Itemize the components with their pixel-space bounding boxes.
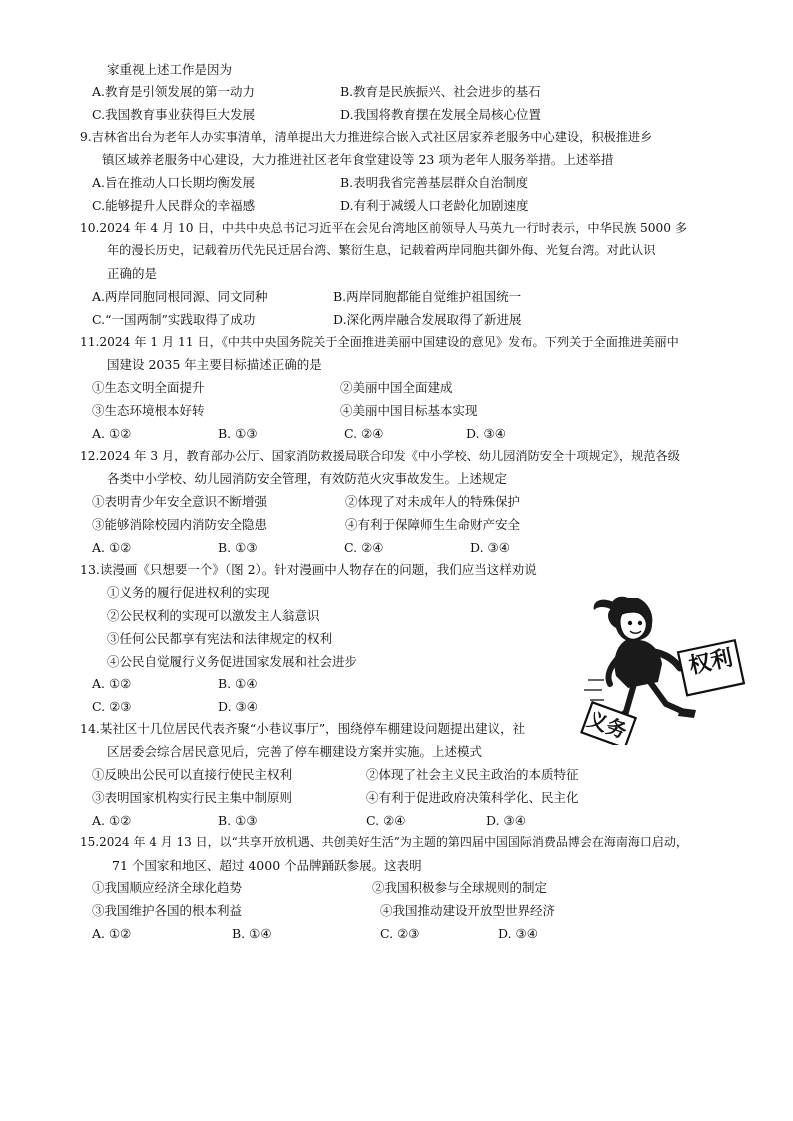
q15-option-c: C. ②③ [380, 926, 420, 941]
q11-statement-2: ②美丽中国全面建成 [340, 380, 453, 395]
q14-statement-2: ②体现了社会主义民主政治的本质特征 [366, 767, 579, 782]
q15-option-a: A. ①② [92, 926, 132, 941]
q12-option-d: D. ③④ [470, 540, 510, 555]
q9-stem-line2: 镇区域养老服务中心建设，大力推进社区老年食堂建设等 23 项为老年人服务举措。上述举措 [102, 152, 614, 167]
q15-statement-1: ①我国顺应经济全球化趋势 [92, 880, 243, 895]
q13-statement-1: ①义务的履行促进权利的实现 [107, 585, 270, 600]
q11-statement-3: ③生态环境根本好转 [92, 403, 205, 418]
q15-stem-line1: 15.2024 年 4 月 13 日，以“共享开放机遇、共创美好生活”为主题的第四届中国国际消费品博会在海南海口启动， [80, 835, 688, 849]
q12-option-a: A. ①② [92, 540, 132, 555]
q11-statement-4: ④美丽中国目标基本实现 [340, 403, 478, 418]
q13-statement-4: ④公民自觉履行义务促进国家发展和社会进步 [107, 654, 358, 669]
q9-option-c: C.能够提升人民群众的幸福感 [92, 198, 256, 213]
q8-option-a: A.教育是引领发展的第一动力 [92, 84, 256, 99]
q12-stem-line1: 12.2024 年 3 月，教育部办公厅、国家消防救援局联合印发《中小学校、幼儿园消防安全十项规定》，规范各级 [80, 449, 680, 463]
q11-option-c: C. ②④ [344, 426, 384, 441]
q12-statement-1: ①表明青少年安全意识不断增强 [92, 494, 268, 509]
cartoon-sign-rights: 权利 [686, 645, 736, 680]
q14-option-d: D. ③④ [486, 813, 526, 828]
q8-option-c: C.我国教育事业获得巨大发展 [92, 107, 256, 122]
q11-option-d: D. ③④ [466, 426, 506, 441]
q14-stem-line1: 14.某社区十几位居民代表齐聚“小巷议事厅”，围绕停车棚建设问题提出建议，社 [80, 721, 526, 736]
q10-stem-line1: 10.2024 年 4 月 10 日，中共中央总书记习近平在会见台湾地区前领导人马英九一行时表示，中华民族 5000 多 [80, 221, 688, 235]
q14-stem-line2: 区居委会综合居民意见后，完善了停车棚建设方案并实施。上述模式 [107, 744, 483, 759]
q13-option-c: C. ②③ [92, 699, 132, 714]
q15-option-d: D. ③④ [498, 926, 538, 941]
q9-stem-line1: 9.吉林省出台为老年人办实事清单，清单提出大力推进综合嵌入式社区居家养老服务中心建设，积极推进乡 [80, 130, 653, 144]
q15-statement-2: ②我国积极参与全球规则的制定 [372, 880, 548, 895]
q15-option-b: B. ①④ [232, 926, 272, 941]
q12-option-b: B. ①③ [218, 540, 258, 555]
q9-option-d: D.有利于减缓人口老龄化加剧速度 [340, 198, 529, 213]
q8-option-d: D.我国将教育摆在发展全局核心位置 [340, 107, 542, 122]
q10-option-b: B.两岸同胞都能自觉维护祖国统一 [333, 289, 522, 304]
q13-statement-2: ②公民权利的实现可以激发主人翁意识 [107, 608, 320, 623]
q14-statement-4: ④有利于促进政府决策科学化、民主化 [366, 790, 579, 805]
q9-option-a: A.旨在推动人口长期均衡发展 [92, 175, 256, 190]
q8-option-b: B.教育是民族振兴、社会进步的基石 [340, 84, 541, 99]
q10-option-a: A.两岸同胞同根同源、同文同种 [92, 289, 268, 304]
q12-statement-2: ②体现了对未成年人的特殊保护 [345, 494, 521, 509]
q14-statement-1: ①反映出公民可以直接行使民主权利 [92, 767, 293, 782]
q14-option-c: C. ②④ [366, 813, 406, 828]
q13-statement-3: ③任何公民都享有宪法和法律规定的权利 [107, 631, 333, 646]
q13-option-a: A. ①② [92, 676, 132, 691]
q8-stem-continuation: 家重视上述工作是因为 [107, 62, 233, 77]
q11-option-b: B. ①③ [218, 426, 258, 441]
q11-stem-line1: 11.2024 年 1 月 11 日，《中共中央国务院关于全面推进美丽中国建设的意见》发布。下列关于全面推进美丽中 [80, 335, 679, 349]
q10-stem-line3: 正确的是 [107, 266, 158, 281]
q14-option-a: A. ①② [92, 813, 132, 828]
cartoon-sign-duty: 义务 [584, 706, 630, 744]
q15-statement-3: ③我国维护各国的根本利益 [92, 903, 243, 918]
q14-statement-3: ③表明国家机构实行民主集中制原则 [92, 790, 293, 805]
q13-option-d: D. ③④ [218, 699, 258, 714]
q9-option-b: B.表明我省完善基层群众自治制度 [340, 175, 529, 190]
q11-statement-1: ①生态文明全面提升 [92, 380, 205, 395]
q13-option-b: B. ①④ [218, 676, 258, 691]
q11-stem-line2: 国建设 2035 年主要目标描述正确的是 [107, 357, 322, 372]
q12-option-c: C. ②④ [344, 540, 384, 555]
q12-statement-4: ④有利于保障师生生命财产安全 [345, 517, 521, 532]
q10-option-c: C.“一国两制”实践取得了成功 [92, 312, 256, 327]
q15-stem-line2: 71 个国家和地区、超过 4000 个品牌踊跃参展。这表明 [112, 858, 422, 873]
q14-option-b: B. ①③ [218, 813, 258, 828]
q12-statement-3: ③能够消除校园内消防安全隐患 [92, 517, 268, 532]
q13-stem-line1: 13.读漫画《只想要一个》（图 2）。针对漫画中人物存在的问题，我们应当这样劝说 [80, 562, 537, 577]
q15-statement-4: ④我国推动建设开放型世界经济 [380, 903, 556, 918]
q10-option-d: D.深化两岸融合发展取得了新进展 [333, 312, 522, 327]
q11-option-a: A. ①② [92, 426, 132, 441]
q10-stem-line2: 年的漫长历史，记载着历代先民迁居台湾、繁衍生息，记载着两岸同胞共御外侮、光复台湾。对此认识 [107, 243, 656, 257]
q12-stem-line2: 各类中小学校、幼儿园消防安全管理，有效防范火灾事故发生。上述规定 [107, 471, 508, 486]
